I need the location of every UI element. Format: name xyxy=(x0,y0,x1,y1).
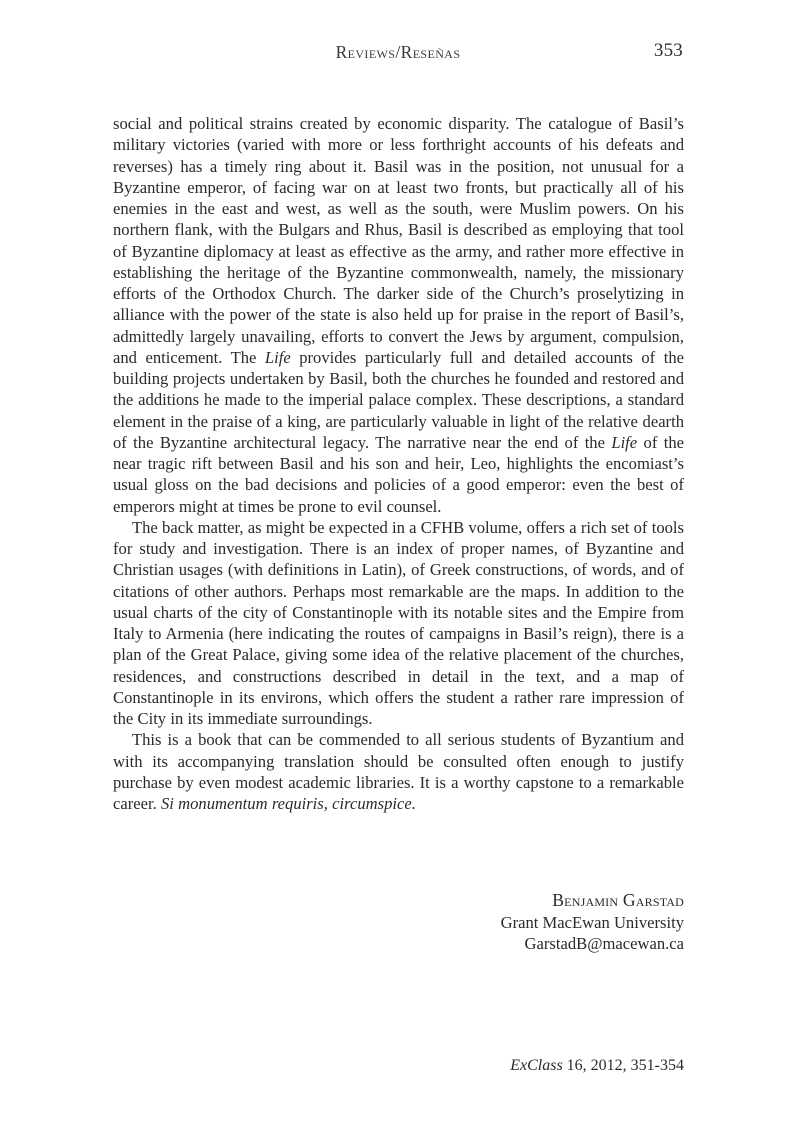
italic-run: Si monumentum requiris, circumspice. xyxy=(161,794,416,813)
running-head-title: Reviews/Reseñas xyxy=(335,42,461,62)
italic-run: Life xyxy=(264,347,291,367)
paragraph: social and political strains created by economic disparity. The catalogue of Basil’s military victories (varied with more or less forthright accounts of his defeats and reverses) has a timely ring about it. Basil was in the position, not unusual for a Byzantine emperor, of facing war on at least two fronts, but practically all of his enemies in the east and west, as well as the south, were Muslim powers. On his northern flank, with the Bulgars and Rhus, Basil is described as employing that tool of Byzantine diplomacy at least as effective as the army, and rather more effective in establishing the heritage of the Byzantine commonwealth, namely, the missionary efforts of the Orthodox Church. The darker side of the Church’s proselytizing in alliance with the power of the state is also held up for praise in the report of Basil’s, admittedly largely unavailing, efforts to convert the Jews by argument, compulsion, and enticement. The Life provides particularly full and detailed accounts of the building projects undertaken by Basil, both the churches he founded and restored and the additions he made to the imperial palace complex. These descriptions, a standard element in the praise of a king, are particularly valuable in light of the relative dearth of the Byzantine architectural legacy. The narrative near the end of the Life of the near tragic rift between Basil and his son and heir, Leo, highlights the encomiast’s usual gloss on the bad decisions and policies of a good emperor: even the best of emperors might at times be prone to evil counsel. xyxy=(113,114,684,516)
body-text-block xyxy=(113,113,684,814)
page-footer xyxy=(113,1057,684,1075)
italic-run: Life xyxy=(611,432,638,452)
journal-citation: 16, 2012, 351-354 xyxy=(562,1057,684,1074)
paragraph: The back matter, as might be expected in a CFHB volume, offers a rich set of tools for study and investigation. There is an index of proper names, of Byzantine and Christian usages (with definitions in Latin), of Greek constructions, of words, and of citations of other authors. Perhaps most remarkable are the maps. In addition to the usual charts of the city of Constantinople with its notable sites and the Empire from Italy to Armenia (here indicating the routes of campaigns in Basil’s reign), there is a plan of the Great Palace, giving some idea of the relative placement of the churches, residences, and constructions described in detail in the text, and a map of Constantinople in its environs, which offers the student a rather rare impression of the City in its immediate surroundings. xyxy=(113,517,684,728)
author-name: Benjamin Garstad xyxy=(552,890,684,910)
page-number: 353 xyxy=(653,40,683,61)
author-email: GarstadB@macewan.ca xyxy=(524,934,684,954)
running-head xyxy=(113,42,683,66)
paragraph: This is a book that can be commended to all serious students of Byzantium and with its accompanying translation should be consulted often enough to justify purchase by even modest academic libraries. It is a worthy capstone to a remarkable career. Si monumentum requiris, circumspice. xyxy=(113,730,684,813)
journal-name: ExClass xyxy=(510,1057,563,1074)
signature-block xyxy=(113,890,684,955)
author-affiliation: Grant MacEwan University xyxy=(500,912,684,932)
